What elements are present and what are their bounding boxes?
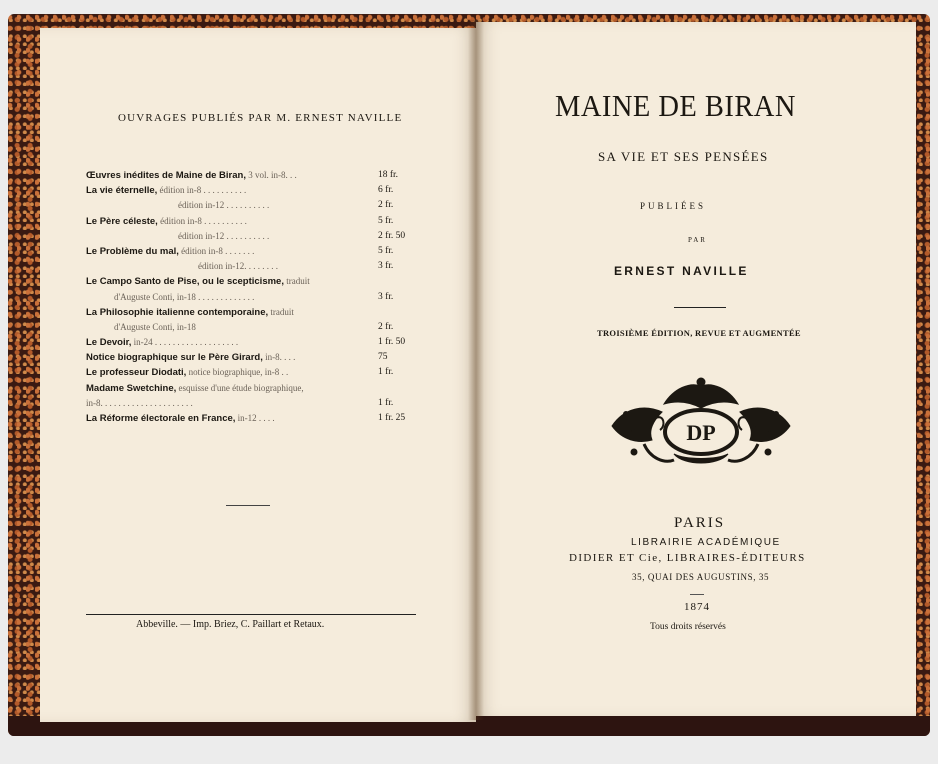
work-entry (86, 365, 426, 380)
work-detail: édition in-8 . . . . . . . (178, 245, 255, 256)
work-name: Le Campo Santo de Pise, ou le scepticisme, (86, 276, 284, 288)
works-list (86, 168, 426, 426)
work-price: 18 fr. (378, 170, 399, 180)
work-detail: in-8. . . . (262, 352, 296, 363)
work-detail: d'Auguste Conti, in-18 (114, 321, 196, 332)
work-title (86, 365, 288, 381)
work-price: 1 fr. (378, 397, 394, 408)
work-title (86, 274, 310, 290)
work-detail: d'Auguste Conti, in-18 . . . . . . . . . . . . . (114, 291, 255, 302)
work-name: Le Père céleste, (86, 215, 158, 227)
work-entry (86, 411, 426, 426)
work-title (86, 183, 246, 199)
work-name: La Réforme électorale en France, (86, 413, 236, 424)
work-title (86, 350, 295, 366)
work-price: 2 fr. (378, 321, 394, 332)
work-detail: édition in-12 . . . . . . . . . . (178, 200, 270, 211)
work-entry (86, 168, 426, 183)
work-entry (86, 396, 426, 411)
work-entry (86, 350, 426, 365)
work-price: 2 fr. 50 (378, 230, 406, 241)
rights-statement: Tous droits réservés (650, 622, 726, 632)
imprint-rule (86, 614, 416, 615)
work-title (114, 290, 254, 306)
work-entry (86, 198, 426, 213)
published-label: PUBLIÉES (640, 201, 707, 211)
work-price: 1 fr. 25 (378, 413, 406, 423)
work-detail: traduit (283, 276, 310, 287)
work-title (114, 320, 196, 336)
work-price: 5 fr. (378, 215, 394, 226)
work-entry (86, 244, 426, 259)
work-detail: édition in-12. . . . . . . . (198, 261, 278, 272)
work-price: 2 fr. (378, 200, 394, 211)
work-detail: 3 vol. in-8. . . (245, 170, 297, 180)
title-rule (674, 307, 726, 308)
work-detail: traduit (268, 306, 294, 317)
printer-imprint: Abbeville. — Imp. Briez, C. Paillart et Retaux. (136, 619, 325, 630)
city: PARIS (674, 515, 726, 531)
ornamental-rule (226, 505, 270, 506)
work-entry (86, 320, 426, 335)
year-dash (690, 594, 704, 595)
work-entry (86, 183, 426, 198)
work-title (178, 198, 269, 214)
work-name: Le Devoir, (86, 337, 132, 349)
edition-statement: TROISIÈME ÉDITION, REVUE ET AUGMENTÉE (597, 328, 801, 338)
work-title (86, 244, 254, 260)
work-detail: in-8. . . . . . . . . . . . . . . . . . . . . (86, 397, 193, 408)
work-price: 3 fr. (378, 291, 394, 302)
book-title: MAINE DE BIRAN (555, 88, 796, 123)
work-price: 3 fr. (378, 261, 394, 272)
work-entry (86, 305, 426, 320)
work-detail: in-24 . . . . . . . . . . . . . . . . . . . (131, 337, 239, 348)
work-name: Œuvres inédites de Maine de Biran, (86, 170, 246, 181)
work-detail: esquisse d'une étude biographique, (176, 382, 304, 393)
work-detail: édition in-8 . . . . . . . . . . (157, 215, 247, 226)
work-price: 5 fr. (378, 245, 394, 256)
work-title (86, 168, 297, 184)
work-price: 1 fr. 50 (378, 337, 406, 348)
work-title (86, 411, 275, 427)
work-name: Le Problème du mal, (86, 245, 179, 257)
emblem-monogram: DP (686, 420, 716, 445)
work-entry (86, 290, 426, 305)
publisher-line-2: DIDIER ET Cie, LIBRAIRES-ÉDITEURS (569, 552, 806, 564)
author-name: ERNEST NAVILLE (614, 264, 749, 278)
work-price: 75 (378, 352, 388, 363)
work-title (86, 381, 304, 397)
work-name: Notice biographique sur le Père Girard, (86, 352, 263, 364)
publisher-address: 35, QUAI DES AUGUSTINS, 35 (632, 572, 770, 582)
book-subtitle: SA VIE ET SES PENSÉES (598, 149, 769, 164)
work-entry (86, 214, 426, 229)
work-title (86, 214, 247, 230)
work-entry (86, 381, 426, 396)
work-entry (86, 229, 426, 244)
work-title (86, 305, 294, 321)
by-label: PAR (688, 236, 707, 244)
work-name: Le professeur Diodati, (86, 367, 187, 379)
work-price: 1 fr. (378, 367, 394, 378)
work-price: 6 fr. (378, 185, 394, 196)
work-name: La vie éternelle, (86, 185, 158, 197)
works-list-title: OUVRAGES PUBLIÉS PAR M. ERNEST NAVILLE (118, 112, 403, 124)
work-entry (86, 259, 426, 274)
work-detail: notice biographique, in-8 . . (186, 367, 289, 378)
work-title (178, 229, 269, 245)
publisher-emblem-icon (604, 374, 798, 474)
work-title (198, 259, 278, 275)
work-detail: édition in-8 . . . . . . . . . . (157, 185, 247, 196)
publication-year: 1874 (684, 601, 710, 613)
work-entry (86, 274, 426, 289)
book-gutter (468, 20, 484, 720)
work-name: La Philosophie italienne contemporaine, (86, 306, 269, 318)
work-name: Madame Swetchine, (86, 382, 177, 394)
work-detail: in-12 . . . . (235, 413, 275, 423)
work-title (86, 335, 238, 351)
work-entry (86, 335, 426, 350)
publisher-line-1: LIBRAIRIE ACADÉMIQUE (631, 537, 781, 548)
work-title (86, 396, 193, 412)
work-detail: édition in-12 . . . . . . . . . . (178, 230, 270, 241)
